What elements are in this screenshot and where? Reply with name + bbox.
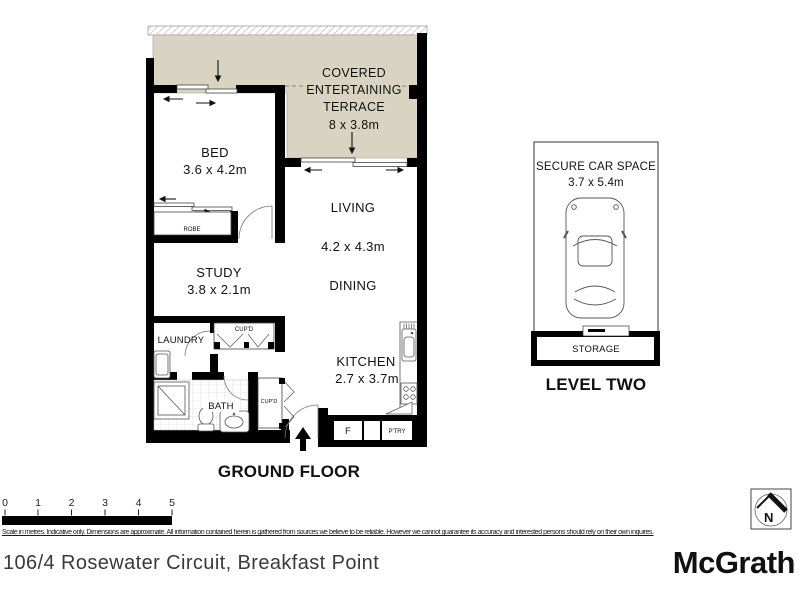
north-arrow-icon <box>751 489 791 529</box>
property-address: 106/4 Rosewater Circuit, Breakfast Point <box>3 552 380 574</box>
mcgrath-logo: McGrath <box>672 545 795 580</box>
storage-label: STORAGE <box>572 344 620 355</box>
scale-tick-1: 1 <box>35 497 41 509</box>
car-space <box>531 142 660 394</box>
cupboard-hall-label: CUP'D <box>260 399 278 405</box>
terrace-label-3: TERRACE <box>323 100 385 114</box>
study-label: STUDY <box>196 265 242 280</box>
bed-label: BED <box>201 145 229 160</box>
cupboard-top-label: CUP'D <box>234 327 254 333</box>
terrace-label-1: COVERED <box>322 66 386 80</box>
robe <box>154 212 231 235</box>
car-space-dims: 3.7 x 5.4m <box>568 177 624 189</box>
robe-label: ROBE <box>183 227 201 233</box>
compass-n-label: N <box>764 510 774 525</box>
bath-label: BATH <box>208 401 234 412</box>
car-top-view-icon <box>564 198 626 318</box>
scale-tick-3: 3 <box>102 497 108 509</box>
scale-tick-5: 5 <box>169 497 175 509</box>
scale-tick-4: 4 <box>135 497 142 509</box>
living-label: LIVING <box>330 200 376 215</box>
kitchen-dims: 2.7 x 3.7m <box>335 371 399 386</box>
ground-floor-title: GROUND FLOOR <box>217 462 361 481</box>
terrace-dims: 8 x 3.8m <box>328 118 380 132</box>
laundry-tub <box>154 351 170 378</box>
terrace-label-2: ENTERTAINING <box>306 83 402 97</box>
level-two-title: LEVEL TWO <box>545 375 647 394</box>
study-dims: 3.8 x 2.1m <box>187 282 251 297</box>
dining-label: DINING <box>329 278 377 293</box>
car-space-title: SECURE CAR SPACE <box>536 161 656 173</box>
kitchen-label: KITCHEN <box>336 354 396 369</box>
scale-tick-2: 2 <box>68 497 75 509</box>
disclaimer-text: Scale in metres. Indicative only. Dimensions are approximate. All information contained herein is gathered from sources we believe to be reliable. However we cannot guarantee its accuracy and interested persons should rely on their own inquires. <box>2 529 654 536</box>
laundry-label: LAUNDRY <box>157 335 205 346</box>
living-dims: 4.2 x 4.3m <box>321 239 385 254</box>
scale-tick-0: 0 <box>2 497 8 509</box>
pantry-label: P'TRY <box>388 429 406 435</box>
bathroom <box>154 380 249 432</box>
fridge-label: F <box>344 426 352 437</box>
bed-dims: 3.6 x 4.2m <box>183 162 247 177</box>
scale-bar <box>2 497 175 525</box>
cupboard-top <box>214 323 274 349</box>
entry-arrow-icon <box>295 427 311 451</box>
